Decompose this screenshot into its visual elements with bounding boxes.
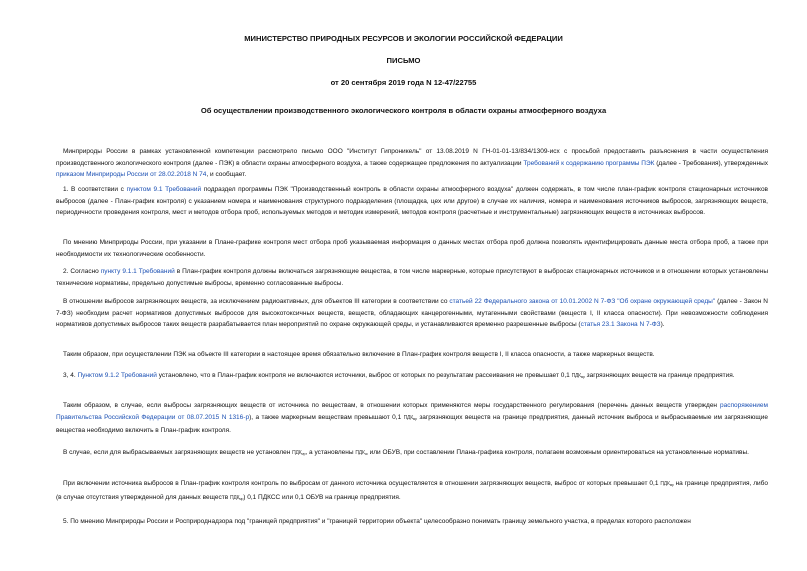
paragraph-text: или ОБУВ, при составлении Плана-графика контроля, полагаем возможным ориентироваться на установленные нормативы.	[369, 449, 749, 456]
pdk-symbol: $ПДК_{мр}$	[571, 373, 585, 379]
ministry-heading: МИНИСТЕРСТВО ПРИРОДНЫХ РЕСУРСОВ И ЭКОЛОГИИ РОССИЙСКОЙ ФЕДЕРАЦИИ	[244, 34, 563, 43]
article-22-law-link[interactable]: статьей 22 Федерального закона от 10.01.2002 N 7-ФЗ "Об охране окружающей среды"	[449, 298, 716, 305]
pdk-symbol: $ПДК_{мр}$	[403, 414, 417, 421]
clause-9-1-1-link[interactable]: пункту 9.1.1 Требований	[100, 268, 175, 275]
paragraph-conclusion-category-iii	[56, 349, 768, 361]
paragraph-item-5	[56, 516, 768, 528]
paragraph-text: загрязняющих веществ на границе предприятия, данный источник выброса и выбрасываемые им загрязняющие вещества необходимо включить в План-график контроля.	[56, 413, 768, 435]
document-type: ПИСЬМО	[386, 56, 421, 65]
clause-9-1-2-link[interactable]: Пунктом 9.1.2 Требований	[77, 372, 157, 379]
paragraph-text: на границе предприятия, либо (в случае отсутствия утвержденной для данных веществ	[56, 480, 768, 501]
paragraph-intro	[56, 146, 768, 181]
paragraph-item-3-4	[56, 370, 768, 384]
paragraph-text: ).	[660, 321, 665, 329]
paragraph-text: В случае, если для выбрасываемых загрязняющих веществ не установлен	[63, 449, 291, 456]
paragraph-item-2	[56, 266, 768, 289]
paragraph-text: ) 0,1 ПДКСС или 0,1 ОБУВ на границе предприятия.	[243, 493, 401, 501]
pdk-symbol: $ПДК_{мр}$	[292, 450, 306, 456]
paragraph-text: подраздел программы ПЭК "Производственный контроль в области охраны атмосферного воздуха" должен содержать, в том числе план-график контроля стационарных источников выбросов (далее - План-график контроля) с указанием номера и наименования структурного подразделения (площадка, цех или другое) в случае их наличия, номера и наименования источников выбросов, загрязняющих веществ, периодичности проведения контроля, мест и методов отбора проб, используемых методов и методик измерений, методов контроля (расчетные и инструментальные) загрязняющих веществ в источниках выбросов.	[56, 186, 769, 217]
paragraph-text: При включении источника выбросов в План-график контроля контроль по выбросам от данного источника осуществляется в отношении загрязняющих веществ, выброс от которых превышает 0,1	[63, 480, 659, 487]
paragraph-text: 1. В соответствии с	[63, 186, 124, 193]
paragraph-category-iii	[56, 296, 768, 331]
paragraph-text: установлено, что в План-график контроля не включаются источники, выброс от которых по результатам рассеивания не превышает 0,1	[158, 372, 570, 379]
paragraph-text: По мнению Минприроды России, при указании в Плане-графике контроля мест отбора проб указываемая информация о данных местах отбора проб должна позволять идентифицировать данные места отбора проб, а также при необходимости их технологические особенности.	[56, 239, 768, 258]
paragraph-text: В отношении выбросов загрязняющих веществ, за исключением радиоактивных, для объектов III категории в соответствии со	[63, 298, 448, 305]
paragraph-source-inclusion	[56, 478, 768, 505]
document-subject: Об осуществлении производственного экологического контроля в области охраны атмосферного воздуха	[200, 106, 607, 115]
order-link[interactable]: приказом Минприроды России от 28.02.2018 N 74	[56, 171, 207, 179]
pdk-symbol: $ПДК_{мр}$	[660, 481, 674, 487]
paragraph-text: Таким образом, в случае, если выбросы загрязняющих веществ от источника по веществам, в отношении которых применяются меры государственного регулирования (перечень данных веществ утвержден	[63, 402, 718, 409]
government-order-link[interactable]: распоряжением Правительства Российской Федерации от 08.07.2015 N 1316-р	[56, 402, 768, 421]
article-23-1-link[interactable]: статья 23.1 Закона N 7-ФЗ	[580, 321, 661, 329]
paragraph-sampling-sites	[56, 237, 768, 260]
paragraph-no-pdk	[56, 447, 768, 461]
paragraph-text: 2. Согласно	[63, 268, 99, 275]
paragraph-text: (далее - Требования), утвержденных	[656, 159, 768, 167]
clause-9-1-link[interactable]: пунктом 9.1 Требований	[126, 186, 202, 193]
paragraph-text: , а установлены	[305, 449, 354, 456]
paragraph-item-1	[56, 184, 768, 219]
paragraph-regulated-substances	[56, 400, 768, 437]
paragraph-text: ), а также маркерным веществам превышают 0,1	[249, 413, 402, 421]
paragraph-text: в План-график контроля должны включаться загрязняющие вещества, в том числе маркерные, которые присутствуют в выбросах стационарных источников и в отношении которых установлены технические нормативы, предельно допустимые выбросы, временно согласованные выбросы.	[56, 268, 769, 287]
paragraph-text: , и сообщает.	[206, 171, 247, 179]
paragraph-text: загрязняющих веществ на границе предприятия.	[586, 372, 735, 379]
paragraph-text: (далее - Закон N 7-ФЗ) необходим расчет нормативов допустимых выбросов для высокотоксичных веществ, веществ, обладающих канцерогенными, мутагенными свойствами (веществ I, II класса опасности). При невозможности соблюдения нормативов допустимых выбросов таких веществ разрабатывается план мероприятий по охране окружающей среды, и устанавливаются временно разрешенные выбросы (	[56, 298, 768, 329]
paragraph-text: 5. По мнению Минприроды России и Росприроднадзора под "границей предприятия" и "границей территории объекта" целесообразно понимать границу земельного участка, в пределах которого расположен	[63, 518, 691, 525]
paragraph-text: Минприроды России в рамках установленной компетенции рассмотрело письмо ООО "Институт Гипроникель" от 13.08.2019 N ГН-01-01-13/834/1309-исх с просьбой предоставить разъяснения в части осуществления производственного экологического контроля (далее - ПЭК) в области охраны атмосферного воздуха, а также содержащее предложения по актуализации	[56, 148, 768, 167]
paragraph-text: Таким образом, при осуществлении ПЭК на объекте III категории в настоящее время обязательно включение в План-график контроля веществ I, II класса опасности, а также маркерных веществ.	[63, 351, 655, 358]
pdk-symbol: $ПДК_{сс}$	[355, 450, 368, 456]
paragraph-text: 3, 4.	[63, 372, 76, 379]
pdk-symbol: $ПДК_{мр}$	[229, 494, 244, 501]
requirements-link[interactable]: Требований к содержанию программы ПЭК	[523, 159, 655, 167]
date-and-number: от 20 сентября 2019 года N 12-47/22755	[330, 78, 477, 87]
